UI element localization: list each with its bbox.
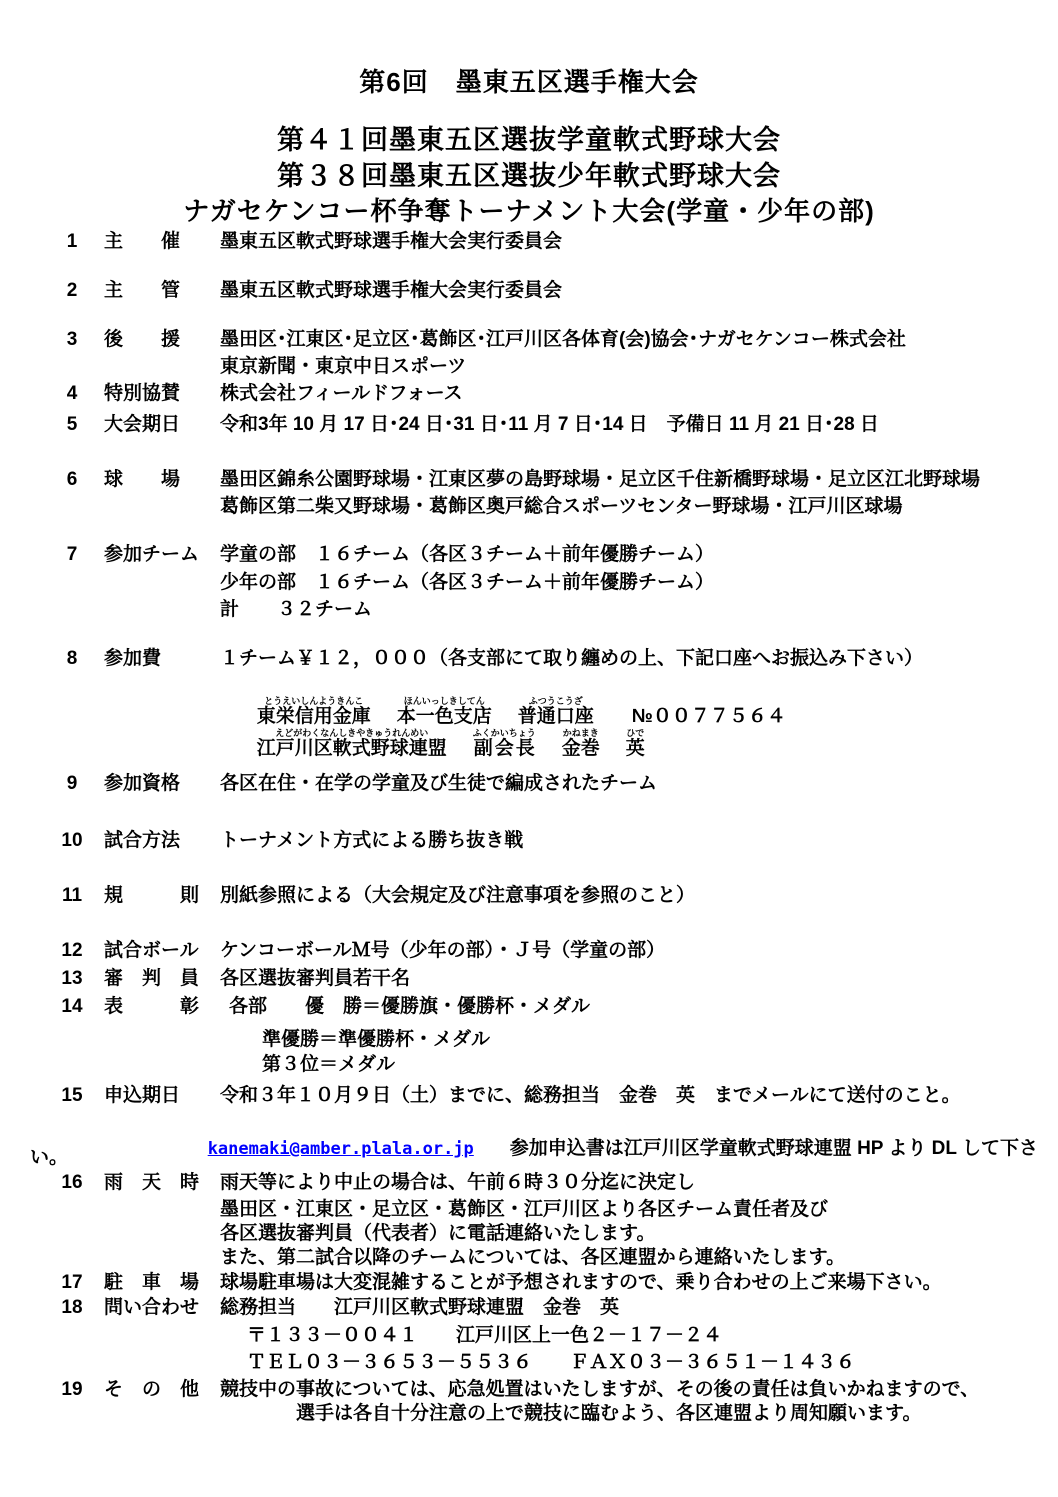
person-given-name: 英ひで: [625, 728, 645, 759]
item-no: 4: [66, 383, 78, 404]
item-15-cont: [0, 1147, 1058, 1171]
item-no: 16: [61, 1172, 83, 1193]
item-text: 墨田区・江東区・足立区・葛飾区・江戸川区より各区チーム責任者及び: [220, 1199, 829, 1220]
item-label: 後 援: [104, 329, 181, 350]
title-main: 第6回 墨東五区選手権大会: [359, 67, 699, 97]
item-12: [0, 940, 1058, 964]
item-6-cont: [0, 496, 1058, 520]
item-16: [0, 1172, 1058, 1196]
item-text: 令和3年 10 月 17 日･24 日･31 日･11 月 7 日･14 日 予備日 11 月 21 日･28 日: [220, 414, 879, 435]
item-2: [0, 280, 1058, 304]
item-text: 墨田区･江東区･足立区･葛飾区･江戸川区各体育(会)協会･ナガセケンコー株式会社: [220, 329, 906, 350]
item-label: 申込期日: [104, 1085, 181, 1106]
item-8-bank-account: [0, 666, 1058, 727]
item-no: 2: [66, 280, 78, 301]
item-text: 参加申込書は江戸川区学童軟式野球連盟 HP より DL して下さ: [509, 1138, 1038, 1159]
org-title: 副会長ふくかいちょう: [472, 728, 536, 759]
item-no: 10: [61, 830, 83, 851]
item-text: 球場駐車場は大変混雑することが予想されますので、乗り合わせの上ご来場下さい。: [220, 1272, 942, 1293]
item-14-cont: [0, 1029, 1058, 1053]
item-label: 特別協賛: [104, 383, 181, 404]
item-text: 令和３年１０月９日（土）までに、総務担当 金巻 英 までメールにて送付のこと。: [220, 1085, 961, 1106]
item-15: [0, 1085, 1058, 1109]
item-text: い。: [30, 1147, 69, 1168]
item-label: そ の 他: [104, 1379, 200, 1400]
item-label: 主 管: [104, 280, 181, 301]
item-16-cont: [0, 1199, 1058, 1223]
item-no: 17: [61, 1272, 83, 1293]
bank-account-type: 普通口座ふつうこうざ: [517, 696, 594, 727]
person-family-name: 金巻かねまき: [561, 728, 600, 759]
item-7: [0, 544, 1058, 568]
org-name: 江戸川区軟式野球連盟えどがわくなんしきやきゅうれんめい: [256, 728, 447, 759]
item-no: 18: [61, 1297, 83, 1318]
item-14-cont: [0, 1054, 1058, 1078]
item-8-org: [0, 698, 1058, 759]
item-text: 各部 優 勝＝優勝旗・優勝杯・メダル: [229, 996, 591, 1017]
item-text: 第３位＝メダル: [262, 1054, 396, 1075]
item-11: [0, 885, 1058, 909]
item-4: [0, 383, 1058, 407]
title-shounen: 第３８回墨東五区選抜少年軟式野球大会: [277, 161, 781, 191]
item-3: [0, 329, 1058, 353]
item-label: 試合ボール: [104, 940, 199, 961]
item-text: 東京新聞・東京中日スポーツ: [220, 356, 467, 377]
item-no: 8: [66, 648, 78, 669]
item-label: 表 彰: [104, 996, 200, 1017]
item-label: 参加費: [104, 648, 162, 669]
item-no: 1: [66, 231, 78, 252]
item-text: 選手は各自十分注意の上で競技に臨むよう、各区連盟より周知願います。: [296, 1403, 922, 1424]
item-no: 9: [66, 773, 78, 794]
item-label: 大会期日: [104, 414, 181, 435]
item-label: 主 催: [104, 231, 181, 252]
postal-address: 〒１３３－００４１ 江戸川区上一色２－１７－２４: [247, 1325, 723, 1346]
item-text: 競技中の事故については、応急処置はいたしますが、その後の責任は負いかねますので、: [220, 1379, 980, 1400]
item-13: [0, 968, 1058, 992]
item-text: 別紙参照による（大会規定及び注意事項を参照のこと）: [220, 885, 696, 906]
email-link[interactable]: kanemaki@amber.plala.or.jp: [207, 1139, 474, 1159]
item-no: 13: [61, 968, 83, 989]
item-label: 参加チーム: [104, 544, 200, 565]
item-7-cont: [0, 572, 1058, 596]
item-no: 12: [61, 940, 83, 961]
item-5: [0, 414, 1058, 438]
item-label: 球 場: [104, 469, 181, 490]
item-text: 墨東五区軟式野球選手権大会実行委員会: [220, 231, 563, 252]
item-text: 墨東五区軟式野球選手権大会実行委員会: [220, 280, 563, 301]
item-label: 駐 車 場: [104, 1272, 200, 1293]
item-text: ケンコーボールＭ号（少年の部）・Ｊ号（学童の部）: [220, 940, 666, 961]
item-text: 学童の部 １６チーム（各区３チーム＋前年優勝チーム）: [220, 544, 715, 565]
item-18-address: [0, 1325, 1058, 1349]
item-no: 5: [66, 414, 78, 435]
item-19: [0, 1379, 1058, 1403]
bank-name: 東栄信用金庫とうえいしんようきんこ: [256, 696, 371, 727]
item-15-email-line: [0, 1116, 1058, 1159]
item-14: [0, 996, 1058, 1020]
title-nagase-cup: ナガセケンコー杯争奪トーナメント大会(学童・少年の部): [183, 196, 875, 226]
item-no: 19: [61, 1379, 83, 1400]
item-text: また、第二試合以降のチームについては、各区連盟から連絡いたします。: [220, 1247, 846, 1268]
item-no: 11: [61, 885, 83, 906]
item-text: 雨天等により中止の場合は、午前６時３０分迄に決定し: [220, 1172, 696, 1193]
item-text: 葛飾区第二柴又野球場・葛飾区奥戸総合スポーツセンター野球場・江戸川区球場: [220, 496, 903, 517]
item-text: 計 ３２チーム: [220, 599, 373, 620]
item-text: 各区在住・在学の学童及び生徒で編成されたチーム: [220, 773, 658, 794]
bank-account-number: №００７７５６４: [631, 706, 786, 727]
item-text: トーナメント方式による勝ち抜き戦: [220, 830, 524, 851]
item-text: 総務担当 江戸川区軟式野球連盟 金巻 英: [220, 1297, 620, 1318]
item-1: [0, 231, 1058, 255]
bank-branch: 本一色支店ほんいっしきしてん: [396, 696, 492, 727]
item-text: 各区選抜審判員若干名: [220, 968, 411, 989]
item-3-cont: [0, 356, 1058, 380]
item-label: 審 判 員: [104, 968, 200, 989]
item-16-cont: [0, 1223, 1058, 1247]
item-label: 試合方法: [104, 830, 181, 851]
item-7-cont: [0, 599, 1058, 623]
item-no: 7: [66, 544, 78, 565]
item-label: 規 則: [104, 885, 200, 906]
item-19-cont: [0, 1403, 1058, 1427]
item-text: 準優勝＝準優勝杯・メダル: [262, 1029, 491, 1050]
item-text: １チーム￥１２，０００（各支部にて取り纏めの上、下記口座へお振込み下さい）: [220, 648, 924, 669]
item-label: 問い合わせ: [104, 1297, 200, 1318]
item-18-phone: [0, 1352, 1058, 1376]
item-text: 株式会社フィールドフォース: [220, 383, 463, 404]
item-17: [0, 1272, 1058, 1296]
item-no: 15: [61, 1085, 83, 1106]
item-text: 各区選抜審判員（代表者）に電話連絡いたします。: [220, 1223, 656, 1244]
item-18: [0, 1297, 1058, 1321]
item-label: 参加資格: [104, 773, 181, 794]
item-10: [0, 830, 1058, 854]
item-16-cont: [0, 1247, 1058, 1271]
item-no: 14: [61, 996, 83, 1017]
item-no: 3: [66, 329, 78, 350]
tel-fax: ＴＥＬ０３－３６５３－５５３６ ＦＡＸ０３－３６５１－１４３６: [247, 1352, 856, 1373]
item-no: 6: [66, 469, 78, 490]
item-9: [0, 773, 1058, 797]
item-6: [0, 469, 1058, 493]
item-label: 雨 天 時: [104, 1172, 200, 1193]
title-gakudou: 第４１回墨東五区選抜学童軟式野球大会: [277, 125, 781, 155]
item-text: 少年の部 １６チーム（各区３チーム＋前年優勝チーム）: [220, 572, 715, 593]
item-text: 墨田区錦糸公園野球場・江東区夢の島野球場・足立区千住新橋野球場・足立区江北野球場: [220, 469, 981, 490]
